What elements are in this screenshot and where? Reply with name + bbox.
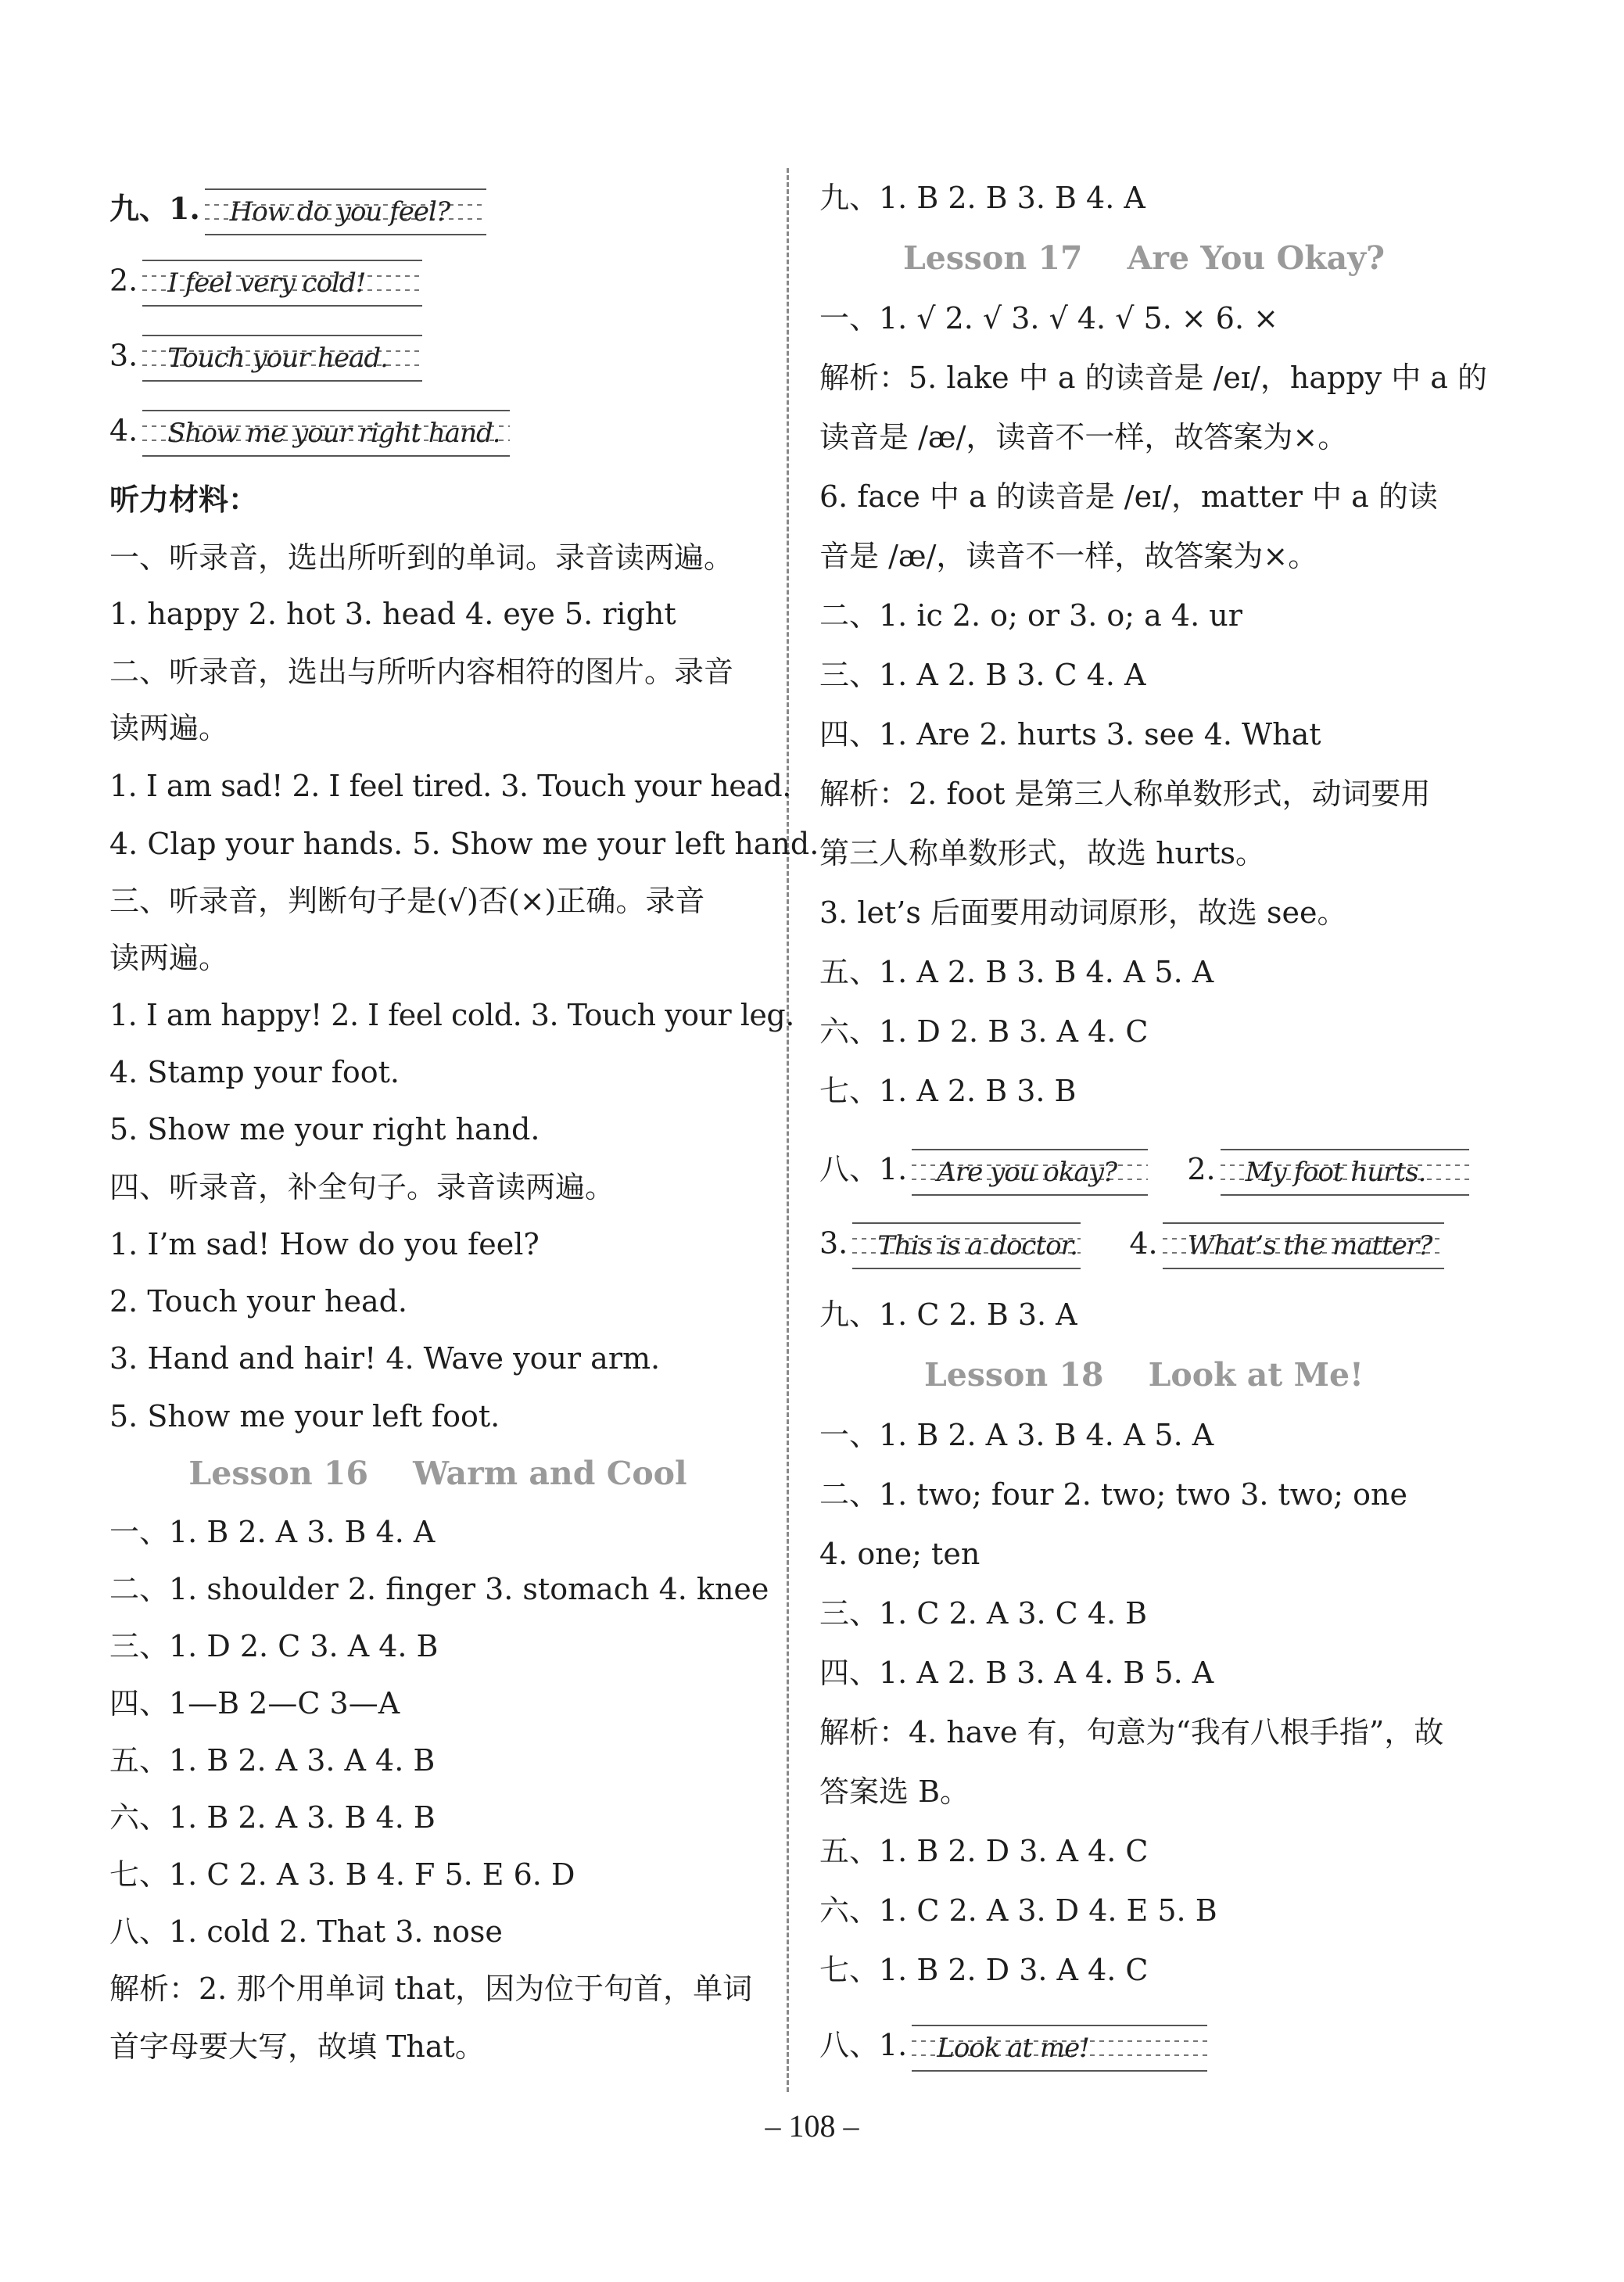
handwriting-answer (819, 1145, 1469, 1196)
writing-lines (852, 1222, 1081, 1269)
text-line: 读音是 /æ/，读音不一样，故答案为×。 (819, 420, 1348, 454)
handwritten-text: Touch your head. (167, 343, 388, 374)
text-line: 五、1. B 2. D 3. A 4. C (819, 1834, 1149, 1868)
question-number: 2. (109, 263, 138, 298)
text-line: 读两遍。 (109, 711, 229, 745)
handwritten-text: This is a doctor. (877, 1230, 1077, 1261)
handwriting-answer (819, 1222, 1444, 1269)
page-number: – 108 – (765, 2108, 859, 2144)
lesson-heading: Lesson 17 Are You Okay? (902, 239, 1386, 277)
text-line: 三、1. D 2. C 3. A 4. B (109, 1629, 439, 1663)
writing-lines (912, 1149, 1148, 1196)
text-line: 二、听录音，选出与所听内容相符的图片。录音 (109, 655, 734, 689)
text-line: 答案选 B。 (819, 1774, 970, 1809)
text-line: 一、1. B 2. A 3. B 4. A 5. A (819, 1418, 1214, 1452)
text-line: 读两遍。 (109, 941, 229, 975)
question-number: 2. (1187, 1152, 1216, 1186)
text-line: 4. one; ten (819, 1537, 980, 1571)
text-line: 二、1. shoulder 2. finger 3. stomach 4. knee (109, 1572, 769, 1606)
text-line: 首字母要大写，故填 That。 (109, 2029, 485, 2064)
text-line: 六、1. D 2. B 3. A 4. C (819, 1014, 1149, 1049)
text-line: 1. I am happy! 2. I feel cold. 3. Touch your leg. (109, 998, 794, 1032)
text-line: 6. face 中 a 的读音是 /eɪ/，matter 中 a 的读 (819, 479, 1438, 514)
handwriting-answer (109, 410, 510, 457)
text-line: 九、1. C 2. B 3. A (819, 1297, 1077, 1332)
writing-lines (1221, 1149, 1469, 1196)
text-line: 解析：4. have 有，句意为“我有八根手指”，故 (819, 1715, 1444, 1749)
text-line: 七、1. B 2. D 3. A 4. C (819, 1953, 1149, 1987)
handwritten-text: I feel very cold! (167, 267, 366, 299)
question-number: 3. (109, 338, 138, 373)
text-line: 五、1. B 2. A 3. A 4. B (109, 1743, 436, 1778)
text-line: 5. Show me your right hand. (109, 1112, 540, 1146)
writing-lines (205, 188, 486, 235)
text-line: 1. I am sad! 2. I feel tired. 3. Touch your head. (109, 769, 791, 803)
text-line: 5. Show me your left foot. (109, 1399, 500, 1433)
text-line: 3. let’s 后面要用动词原形，故选 see。 (819, 895, 1347, 930)
text-line: 听力材料： (109, 482, 259, 517)
text-line: 一、听录音，选出所听到的单词。录音读两遍。 (109, 540, 734, 575)
writing-lines (912, 2025, 1207, 2072)
question-number: 八、1. (819, 1152, 908, 1186)
text-line: 第三人称单数形式，故选 hurts。 (819, 836, 1265, 870)
text-line: 4. Clap your hands. 5. Show me your left hand. (109, 827, 819, 861)
text-line: 七、1. C 2. A 3. B 4. F 5. E 6. D (109, 1857, 575, 1892)
writing-lines (1163, 1222, 1444, 1269)
text-line: 八、1. cold 2. That 3. nose (109, 1914, 503, 1949)
text-line: 四、1—B 2—C 3—A (109, 1686, 400, 1720)
writing-lines (142, 335, 422, 382)
question-number: 3. (819, 1225, 848, 1261)
handwritten-text: What’s the matter? (1187, 1230, 1432, 1261)
text-line: 2. Touch your head. (109, 1284, 408, 1319)
question-number: 4. (1129, 1225, 1158, 1261)
text-line: 三、听录音，判断句子是(√)否(×)正确。录音 (109, 884, 705, 918)
text-line: 六、1. B 2. A 3. B 4. B (109, 1800, 436, 1835)
handwritten-text: My foot hurts. (1245, 1156, 1426, 1188)
text-line: 三、1. C 2. A 3. C 4. B (819, 1596, 1148, 1631)
handwritten-text: Look at me! (937, 2032, 1089, 2064)
lesson-heading: Lesson 18 Look at Me! (923, 1356, 1364, 1394)
handwritten-text: Are you okay? (937, 1156, 1117, 1188)
writing-lines (142, 410, 510, 457)
text-line: 六、1. C 2. A 3. D 4. E 5. B (819, 1893, 1217, 1928)
column-divider (787, 168, 789, 2092)
text-line: 五、1. A 2. B 3. B 4. A 5. A (819, 955, 1214, 989)
text-line: 解析：2. 那个用单词 that，因为位于句首，单词 (109, 1972, 753, 2006)
text-line: 三、1. A 2. B 3. C 4. A (819, 658, 1146, 692)
text-line: 解析：5. lake 中 a 的读音是 /eɪ/，happy 中 a 的 (819, 361, 1488, 395)
text-line: 1. I’m sad! How do you feel? (109, 1227, 540, 1261)
handwritten-text: How do you feel? (229, 196, 450, 228)
question-number: 4. (109, 413, 138, 448)
text-line: 四、1. Are 2. hurts 3. see 4. What (819, 717, 1321, 752)
text-line: 二、1. two; four 2. two; two 3. two; one (819, 1477, 1407, 1512)
text-line: 1. happy 2. hot 3. head 4. eye 5. right (109, 597, 676, 631)
text-line: 九、1. B 2. B 3. B 4. A (819, 181, 1145, 215)
writing-lines (142, 260, 422, 307)
handwriting-answer (109, 335, 422, 382)
text-line: 二、1. ic 2. o; or 3. o; a 4. ur (819, 598, 1242, 633)
text-line: 一、1. B 2. A 3. B 4. A (109, 1515, 436, 1549)
lesson-heading: Lesson 16 Warm and Cool (188, 1455, 687, 1492)
handwriting-answer (109, 260, 422, 307)
text-line: 四、1. A 2. B 3. A 4. B 5. A (819, 1656, 1214, 1690)
text-line: 音是 /æ/，读音不一样，故答案为×。 (819, 539, 1318, 573)
text-line: 一、1. √ 2. √ 3. √ 4. √ 5. × 6. × (819, 301, 1278, 335)
text-line: 四、听录音，补全句子。录音读两遍。 (109, 1170, 615, 1204)
question-number: 八、1. (819, 2028, 908, 2062)
text-line: 3. Hand and hair! 4. Wave your arm. (109, 1341, 661, 1376)
text-line: 解析：2. foot 是第三人称单数形式，动词要用 (819, 777, 1431, 811)
handwriting-answer (819, 2021, 1207, 2072)
text-line: 4. Stamp your foot. (109, 1055, 400, 1089)
handwritten-text: Show me your right hand. (167, 418, 500, 449)
question-number: 九、1. (109, 191, 200, 226)
handwriting-answer (109, 185, 486, 235)
text-line: 七、1. A 2. B 3. B (819, 1074, 1077, 1108)
